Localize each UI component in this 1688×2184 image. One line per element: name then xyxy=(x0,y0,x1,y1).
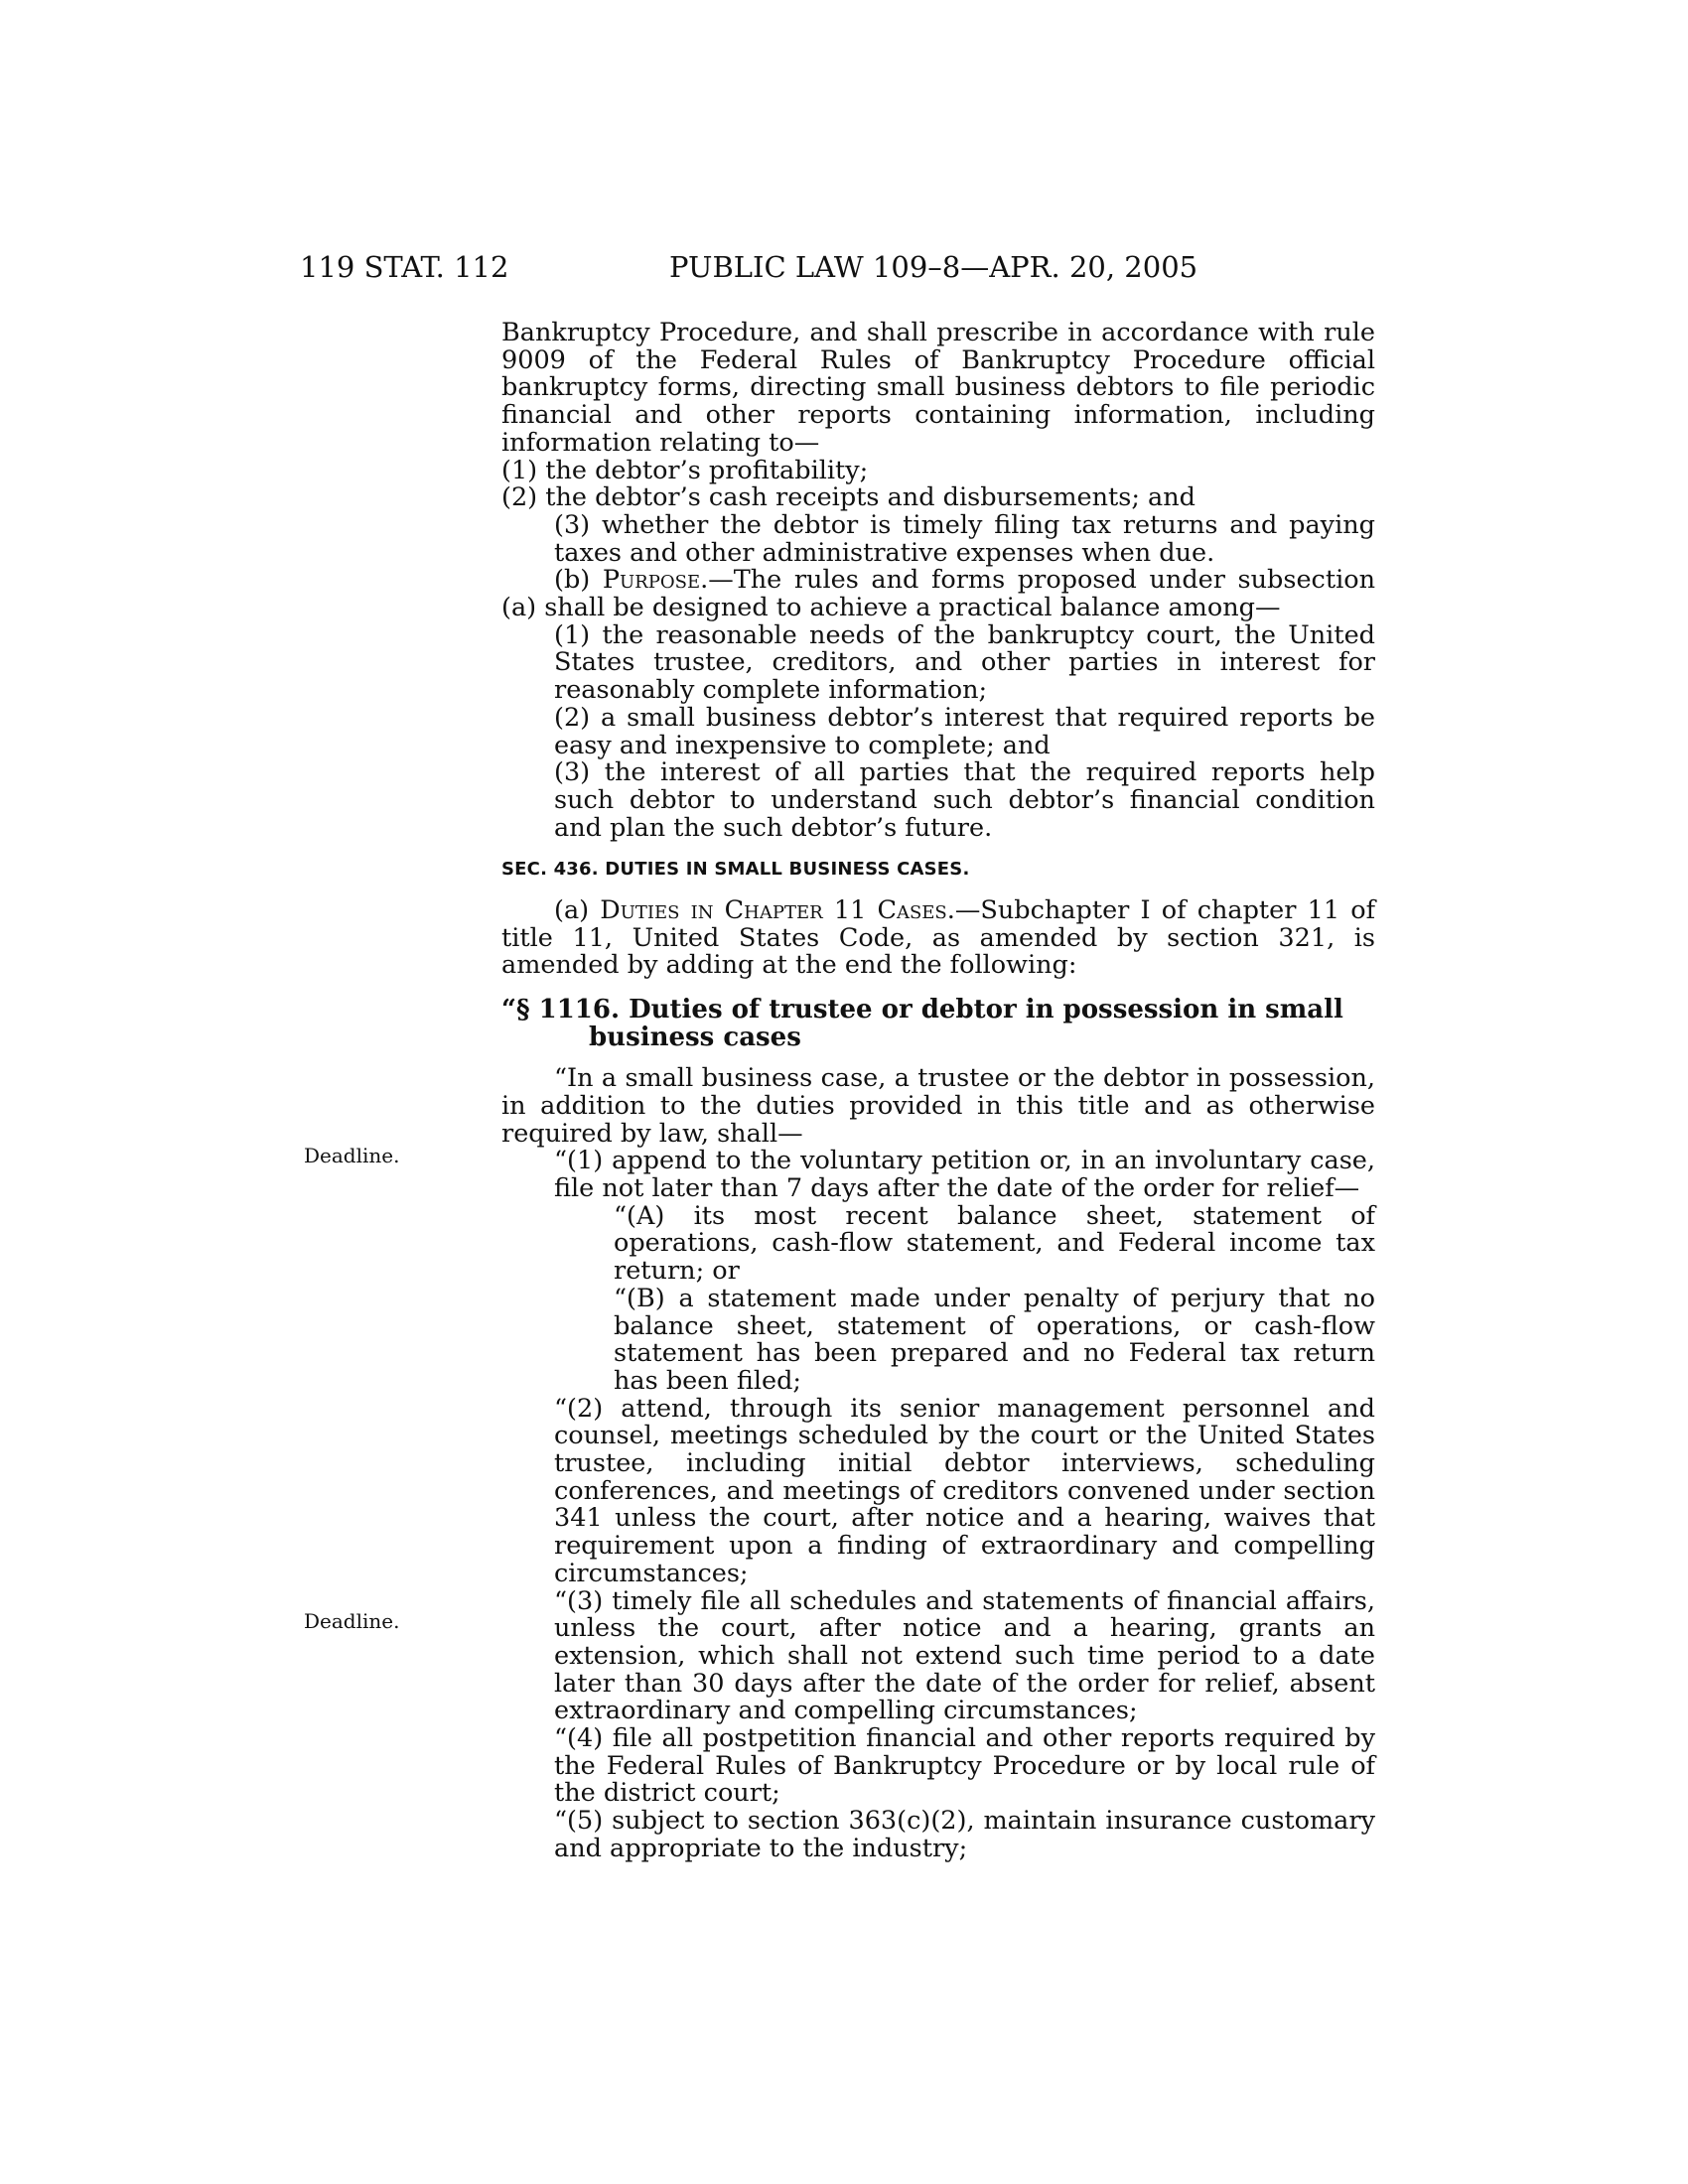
new-section-intro: “In a small business case, a trustee or the debtor in possession, in addition to the duties provided in this title and as otherwise required by law, shall— xyxy=(501,1063,1375,1149)
subsection-a-label: (a) xyxy=(554,895,590,926)
item-b3: (3) the interest of all parties that the required reports help such debtor to understand such debtor’s financial condition and plan the such debtor’s future. xyxy=(554,757,1375,843)
subsection-b-text: .—The rules and forms proposed under subsection (a) shall be designed to achieve a practical balance among— xyxy=(501,565,1375,623)
section-subsection-a xyxy=(501,897,1375,980)
page-stat-citation: 119 STAT. 112 xyxy=(300,250,509,284)
document-body xyxy=(501,320,1375,1863)
duty-4: “(4) file all postpetition financial and other reports required by the Federal Rules of Bankruptcy Procedure or by local rule of the district court; xyxy=(554,1723,1375,1809)
duty-2: “(2) attend, through its senior management personnel and counsel, meetings scheduled by the court or the United States trustee, including initial debtor interviews, scheduling conferences, and meetings of creditors convened under section 341 unless the court, after notice and a hearing, waives that requirement upon a finding of extraordinary and compelling circumstances; xyxy=(554,1393,1375,1588)
item-b1: (1) the reasonable needs of the bankruptcy court, the United States trustee, creditors, and other parties in interest for reasonably complete information; xyxy=(554,619,1375,706)
subsection-b-label: (b) xyxy=(554,565,591,596)
subsection-a-text: .—Subchapter I of chapter 11 of title 11, United States Code, as amended by section 321, is amended by adding at the end the following: xyxy=(501,895,1376,981)
margin-note-deadline-2: Deadline. xyxy=(304,1609,400,1633)
duty-5: “(5) subject to section 363(c)(2), maintain insurance customary and appropriate to the industry; xyxy=(554,1806,1375,1863)
item-b2: (2) a small business debtor’s interest that required reports be easy and inexpensive to complete; and xyxy=(554,702,1375,760)
duty-1-A: “(A) its most recent balance sheet, statement of operations, cash-flow statement, and Federal income tax return; or xyxy=(614,1200,1375,1287)
subsection-a-heading: Duties in Chapter 11 Cases xyxy=(600,895,947,926)
subsection-b-heading: Purpose xyxy=(602,565,701,596)
running-header-title: PUBLIC LAW 109–8—APR. 20, 2005 xyxy=(669,250,1198,284)
duty-3: “(3) timely file all schedules and statements of financial affairs, unless the court, after notice and a hearing, grants an extension, which shall not extend such time period to a date later than 30 days after the date of the order for relief, absent extraordinary and compelling circumstances; xyxy=(554,1585,1375,1726)
subsection-b xyxy=(501,567,1375,621)
section-heading: SEC. 436. DUTIES IN SMALL BUSINESS CASES. xyxy=(501,859,970,881)
new-section-heading: “§ 1116. Duties of trustee or debtor in possession in small business cases xyxy=(501,995,1343,1053)
margin-note-deadline-1: Deadline. xyxy=(304,1144,400,1167)
duty-1-B: “(B) a statement made under penalty of perjury that no balance sheet, statement of operations, or cash-flow statement has been prepared and no Federal tax return has been filed; xyxy=(614,1283,1375,1396)
item-a1: (1) the debtor’s profitability; xyxy=(501,455,869,485)
paragraph-continuation: Bankruptcy Procedure, and shall prescribe in accordance with rule 9009 of the Federal Rules of Bankruptcy Procedure official bankruptcy forms, directing small business debtors to file periodic financial and other reports containing information, including information relating to— xyxy=(501,318,1375,458)
duty-1: “(1) append to the voluntary petition or, in an involuntary case, file not later than 7 days after the date of the order for relief— xyxy=(554,1146,1375,1203)
item-a2: (2) the debtor’s cash receipts and disbursements; and xyxy=(501,482,1196,513)
item-a3: (3) whether the debtor is timely filing tax returns and paying taxes and other administrative expenses when due. xyxy=(554,509,1375,568)
